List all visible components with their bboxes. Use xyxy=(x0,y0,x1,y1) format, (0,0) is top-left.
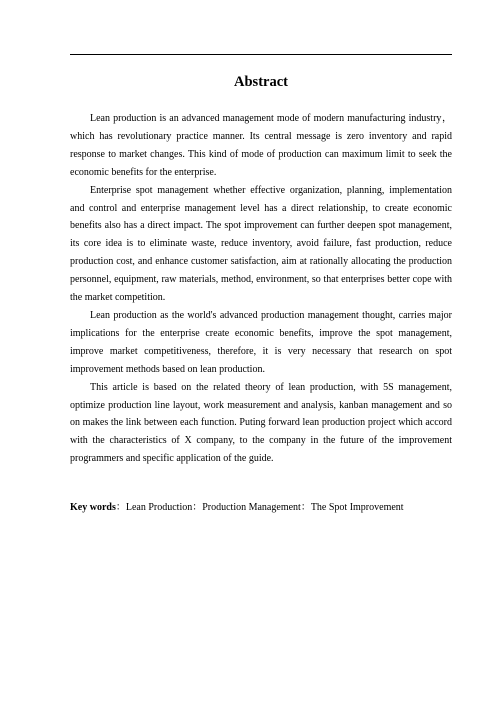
keyword-item: Lean Production xyxy=(125,502,193,513)
keywords-line xyxy=(70,499,452,517)
keyword-item: Production Management xyxy=(202,502,301,513)
keywords-separator: ： xyxy=(300,502,311,513)
abstract-paragraph: Lean production as the world's advanced production management thought, carries major implications for the enterprise create economic benefits, improve the spot management, improve market competitiveness, therefore, it is very necessary that research on spot improvement methods based on lean production. xyxy=(70,309,452,375)
keyword-item: The Spot Improvement xyxy=(310,502,404,513)
abstract-title: Abstract xyxy=(234,74,288,90)
abstract-paragraph: Enterprise spot management whether effective organization, planning, implementation and control and enterprise management level has a direct relationship, to create economic benefits also has a direct impact. The spot improvement can further deepen spot management, its core idea is to eliminate waste, reduce inventory, avoid failure, fast production, reduce production cost, and enhance customer satisfaction, aim at rationally allocating the production personnel, equipment, raw materials, method, environment, so that enterprises better cope with the market competition. xyxy=(70,184,452,304)
abstract-paragraph: Lean production is an advanced management mode of modern manufacturing industry，which has revolutionary practice manner. Its central message is zero inventory and rapid response to market changes. This kind of mode of production can maximum limit to seek the economic benefits for the enterprise. xyxy=(70,113,452,178)
keywords-separator: ： xyxy=(192,502,203,513)
keywords-label: Key words xyxy=(70,502,116,513)
abstract-paragraph: This article is based on the related theory of lean production, with 5S management, optimize production line layout, work measurement and analysis, kanban management and so on makes the link between each function. Puting forward lean production project which accord with the characteristics of X company, to the company in the future of the improvement programmers and specific application of the guide. xyxy=(70,381,452,465)
header-rule xyxy=(70,54,452,55)
keywords-separator: ： xyxy=(115,502,126,513)
abstract-body xyxy=(70,110,452,468)
